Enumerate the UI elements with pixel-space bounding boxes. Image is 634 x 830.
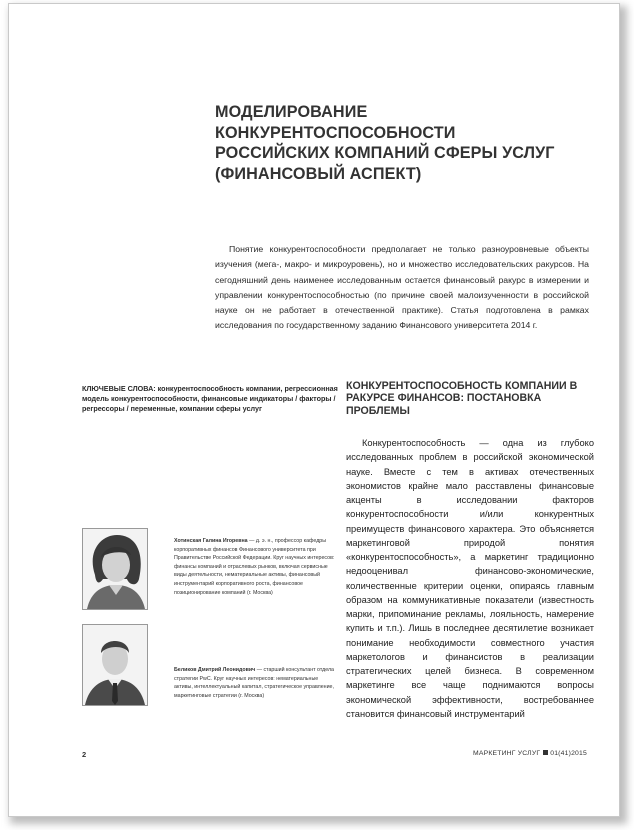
article-title (215, 102, 595, 184)
journal-page (8, 3, 620, 817)
separator-square-icon (543, 750, 548, 755)
keywords-list: конкурентоспособность компании, регрессионная модель конкурентоспособности, финансовые индикаторы / факторы / регрессоры / переменные, компании сферы услуг (82, 384, 338, 413)
section-heading: КОНКУРЕНТОСПОСОБНОСТЬ КОМПАНИИ В РАКУРСЕ ФИНАНСОВ: ПОСТАНОВКА ПРОБЛЕМЫ (346, 380, 578, 417)
author-photo (82, 624, 148, 706)
author-photo (82, 528, 148, 610)
title-line: (ФИНАНСОВЫЙ АСПЕКТ) (215, 164, 422, 183)
journal-name: МАРКЕТИНГ УСЛУГ (473, 750, 541, 757)
author-name: Беликов Дмитрий Леонидович (174, 667, 256, 673)
keywords-block (82, 384, 344, 414)
author-info (174, 537, 336, 597)
author-details: — старший консультант отдела стратегии PwC. Круг научных интересов: нематериальные активы, интеллектуальный капитал, стратегическое управление, маркетинговые стратегии (г. Москва) (174, 667, 334, 699)
article-abstract: Понятие конкурентоспособности предполагает не только разноуровневые объекты изучения (мега-, макро- и микроуровень), но и множество исследовательских ракурсов. На сегодняшний день наименее исследованным остается финансовый ракурс в измерении и управлении конкурентоспособностью (по причине своей малоизученности в российской науке он не работает в отечественной практике). Статья подготовлена в рамках исследования по государственному заданию Финансового университета 2014 г. (215, 244, 589, 331)
title-line: РОССИЙСКИХ КОМПАНИЙ СФЕРЫ УСЛУГ (215, 144, 555, 162)
title-line: МОДЕЛИРОВАНИЕ (215, 103, 368, 121)
keywords-label: КЛЮЧЕВЫЕ СЛОВА: (82, 384, 156, 393)
author-info (174, 666, 336, 700)
title-line: КОНКУРЕНТОСПОСОБНОСТИ (215, 123, 456, 142)
page-number: 2 (82, 750, 87, 759)
section-body-text: Конкурентоспособность — одна из глубоко исследованных проблем в российской экономической науке. Вместе с тем в активах отечественных экономистов крайне мало расставлены финансовые акценты в исследовании факторов конкурентоспособности и/или конкурентных преимуществ финансового характера. Это объясняется маркетинговой природой понятия «конкурентоспособность», а маркетинг традиционно недооценивал финансово-экономические, количественные критерии оценки, опираясь главным образом на коммуникативные показатели (известность марки, припоминание рекламы, лояльность, намерение купить и т.п.). Лишь в последнее десятилетие возникает понимание необходимости совместного участия маркетологов и финансистов в реализации стратегических целей бизнеса. В современном маркетинге все чаще поднимаются вопросы экономической эффективности, востребованнее становится финансовый инструментарий (346, 438, 594, 719)
author-name: Хотинская Галина Игоревна (174, 538, 248, 544)
journal-info (473, 750, 587, 757)
author-details: — д. э. н., профессор кафедры корпоративных финансов Финансового университета при Правительстве Российской Федерации. Круг научных интересов: финансы компаний и отраслевых рынков, включая сервисные виды деятельности, нематериальные активы, финансовый инструментарий корпоративного роста, финансовое позиционирование компаний (г. Москва) (174, 538, 335, 596)
journal-issue: 01(41)2015 (550, 750, 587, 757)
